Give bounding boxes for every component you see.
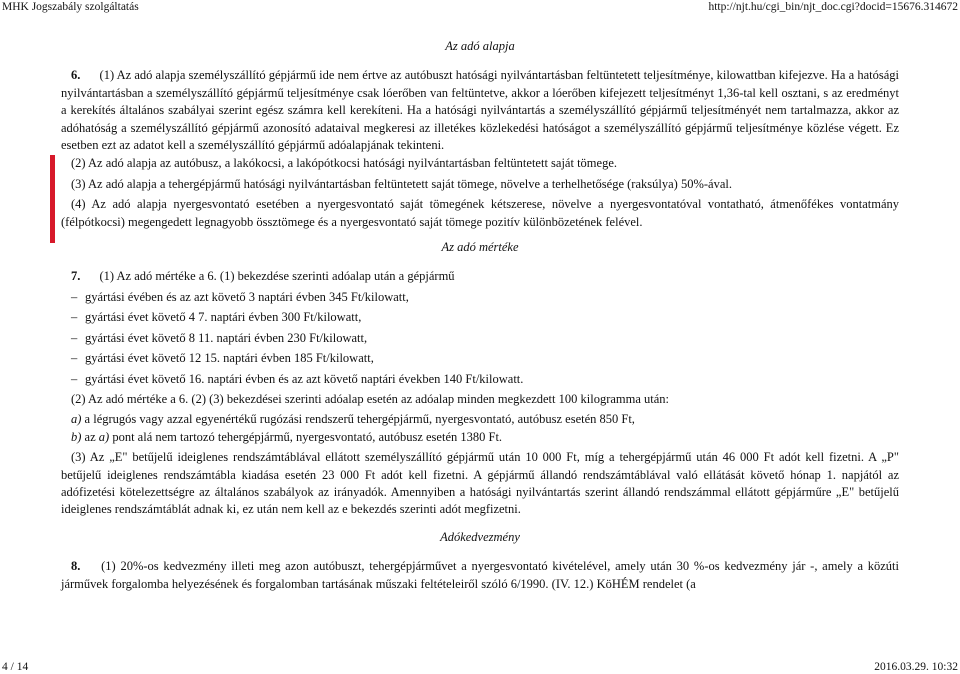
paragraph-7-2: (2) Az adó mértéke a 6. (2) (3) bekezdései szerinti adóalap esetén az adóalap minden megkezdett 100 kilogramma után: — [71, 391, 670, 406]
paragraph-6-4: (4) Az adó alapja nyergesvontató esetében a nyergesvontató saját tömegének kétszerese, növelve a nyergesvontatóval vontatható, átmenőfékes vontatmány (félpótkocsi) megengedett legnagyobb össztömege és a nyergesvontató saját tömege pozitív különbözetének felével. — [61, 197, 899, 229]
paragraph-6-1-text: (1) Az adó alapja személyszállító gépjármű ide nem értve az autóbuszt hatósági nyilvántartásban feltüntetett teljesítménye, kilowattban kifejezve. Ha a hatósági nyilvántartásban a személyszállító gépjármű teljesítménye csak lóerőben van feltüntetve, akkor a lóerőben kifejezett teljesítményt 1,36-tal kell osztani, s az eredményt a kerekítés általános szabályai szerint egész számra kell kerekíteni. Ha a hatósági nyilvántartás a személyszállító gépjármű teljesítményét nem tartalmazza, akkor az adóhatóság a személyszállító gépjármű azonosító adataival megkeresi az illetékes közlekedési hatóságot a személyszállító gépjármű teljesítménye közlése végett. Ez esetben ezt az adatot kell a személyszállító gépjármű adóalapjának tekinteni. — [61, 68, 899, 153]
paragraph-6-2: (2) Az adó alapja az autóbusz, a lakókocsi, a lakópótkocsi hatósági nyilvántartásban feltüntetett saját tömege. — [71, 156, 617, 171]
page-url: http://njt.hu/cgi_bin/njt_doc.cgi?docid=15676.314672 — [708, 1, 958, 13]
list-item: – gyártási évet követő 4 7. naptári évben 300 Ft/kilowatt, — [71, 310, 362, 325]
paragraph-6-1 — [61, 67, 899, 154]
paragraph-6-3: (3) Az adó alapja a tehergépjármű hatósági nyilvántartásban feltüntetett saját tömege, növelve a terhelhetősége (raksúlya) 50%-ával. — [71, 176, 732, 191]
section-title-mertek: Az adó mértéke — [441, 240, 519, 255]
paragraph-7-2-a: a) a légrugós vagy azzal egyenértékű rugózási rendszerű tehergépjármű, nyergesvontató, autóbusz esetén 850 Ft, — [71, 412, 635, 427]
section-number-7: 7. — [71, 269, 81, 284]
list-item: – gyártási évet követő 12 15. naptári évben 185 Ft/kilowatt, — [71, 351, 374, 366]
paragraph-7-1-text: (1) Az adó mértéke a 6. (1) bekezdése szerinti adóalap után a gépjármű — [99, 269, 455, 284]
list-item: – gyártási évében és az azt követő 3 naptári évben 345 Ft/kilowatt, — [71, 289, 409, 304]
paragraph-8-1 — [61, 558, 899, 593]
section-title-kedvezmeny: Adókedvezmény — [440, 529, 520, 544]
paragraph-7-1 — [61, 268, 899, 285]
section-number-6: 6. — [71, 68, 81, 83]
amendment-marker — [50, 155, 55, 243]
list-item: – gyártási évet követő 16. naptári évben és az azt követő naptári években 140 Ft/kilowatt. — [71, 371, 524, 386]
amended-block — [61, 155, 899, 231]
paragraph-8-1-text: (1) 20%-os kedvezmény illeti meg azon autóbuszt, tehergépjárművet a nyergesvontató kivételével, amely után 30 %-os kedvezmény jár -, amely a közúti járművek forgalomba helyezésének és forgalomban tartásának műszaki feltételeiről szóló 6/1990. (IV. 12.) KöHÉM rendelet (a — [61, 559, 899, 591]
list-item: – gyártási évet követő 8 11. naptári évben 230 Ft/kilowatt, — [71, 330, 368, 345]
section-number-8: 8. — [71, 559, 81, 574]
document-body — [61, 38, 899, 593]
section-title-adoalap: Az adó alapja — [445, 39, 515, 53]
site-name: MHK Jogszabály szolgáltatás — [2, 1, 139, 13]
print-timestamp: 2016.03.29. 10:32 — [874, 661, 958, 673]
paragraph-7-3: (3) Az „E" betűjelű ideiglenes rendszámtáblával ellátott személyszállító gépjármű után 10 000 Ft, míg a tehergépjármű után 46 000 Ft adót kell fizetni. A „P" betűjelű ideiglenes rendszámtábla kiadása esetén 23 000 Ft adót kell fizetni. A gépjármű állandó rendszámtáblával való ellátását követő hónap 1. napjától az adófizetési kötelezettségre az általános szabályok az irányadók. Amennyiben a hatósági nyilvántartás szerint állandó rendszámmal ellátott gépjárműre „E" betűjelű ideiglenes rendszámtáblát adnak ki, ez után nem kell az e bekezdés szerinti adót megfizetni. — [61, 450, 899, 517]
page-counter: 4 / 14 — [2, 661, 29, 673]
paragraph-7-2-b: b) az a) pont alá nem tartozó tehergépjármű, nyergesvontató, autóbusz esetén 1380 Ft. — [71, 429, 503, 444]
